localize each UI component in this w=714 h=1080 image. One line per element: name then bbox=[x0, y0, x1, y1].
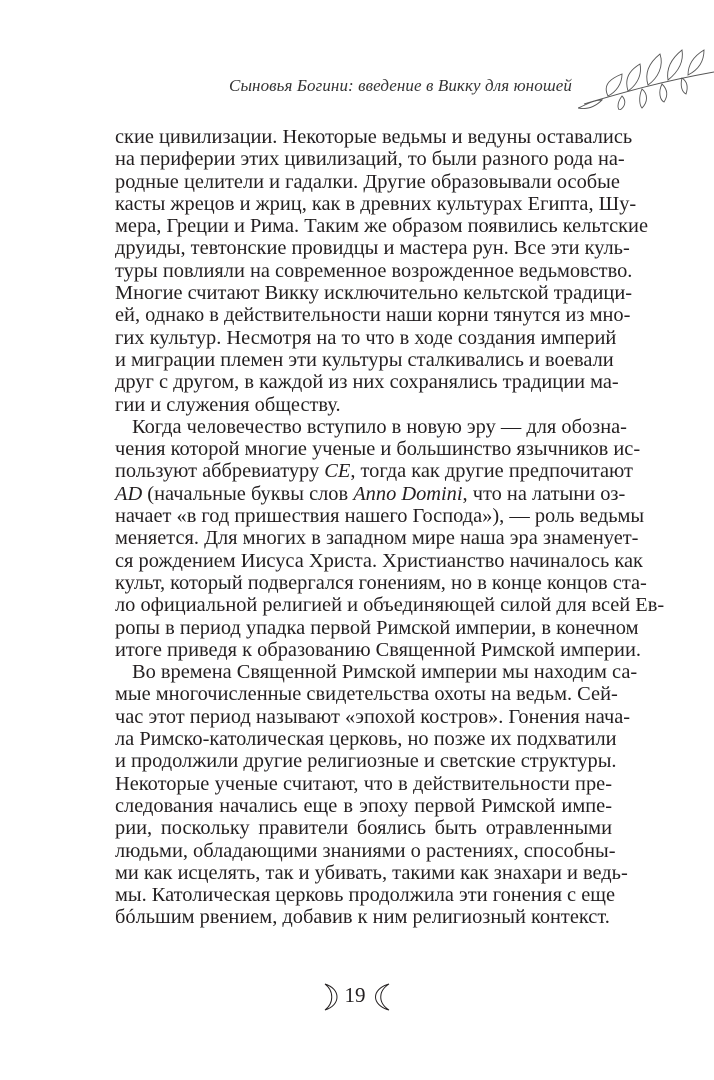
text-segment: , тогда как другие предпочитают bbox=[350, 460, 633, 483]
text-line: ла Римско-католическая церковь, но позже их подхватили bbox=[115, 728, 617, 751]
text-line: людьми, обладающими знаниями о растениях, способны- bbox=[115, 839, 616, 862]
running-head: Сыновья Богини: введение в Викку для юношей bbox=[229, 76, 572, 95]
body-text bbox=[115, 126, 665, 929]
italic-term: CE bbox=[324, 460, 351, 483]
text-line: туры повлияли на современное возрожденное ведьмовство. bbox=[115, 259, 633, 282]
page-number: 19 bbox=[344, 983, 366, 1007]
text-line: бóльшим рвением, добавив к ним религиозный контекст. bbox=[115, 906, 610, 929]
text-segment: , что на латыни оз- bbox=[462, 482, 626, 505]
text-line: ропы в период упадка первой Римской империи, в конечном bbox=[115, 616, 639, 639]
text-line: начает «в год пришествия нашего Господа»), — роль ведьмы bbox=[115, 505, 645, 528]
italic-term: AD bbox=[115, 482, 143, 505]
text-line: мы. Католическая церковь продолжила эти гонения с еще bbox=[115, 884, 615, 907]
text-line: Некоторые ученые считают, что в действительности пре- bbox=[115, 772, 612, 795]
text-line: ло официальной религией и объединяющей силой для всей Ев- bbox=[115, 594, 665, 617]
text-line: ей, однако в действительности наши корни тянутся из мно- bbox=[115, 304, 631, 327]
italic-term: Anno Domini bbox=[353, 482, 463, 505]
text-line: итоге приведя к образованию Священной Римской империи. bbox=[115, 638, 641, 661]
text-line: и продолжили другие религиозные и светские структуры. bbox=[115, 750, 617, 773]
waxing-crescent-icon bbox=[371, 983, 391, 1011]
text-line: гих культур. Несмотря на то что в ходе создания империй bbox=[115, 326, 617, 349]
text-line bbox=[115, 482, 626, 505]
text-line: меняется. Для многих в западном мире наша эра знаменует- bbox=[115, 527, 639, 550]
text-line: друг с другом, в каждой из них сохранялись традиции ма- bbox=[115, 371, 619, 394]
text-line: ся рождением Иисуса Христа. Христианство начиналось как bbox=[115, 549, 643, 572]
text-line: друиды, тевтонские провидцы и мастера рун. Все эти куль- bbox=[115, 237, 630, 260]
waning-crescent-icon bbox=[323, 983, 339, 1011]
text-line: родные целители и гадалки. Другие образовывали особые bbox=[115, 170, 620, 193]
text-line: Многие считают Викку исключительно кельтской традици- bbox=[115, 282, 633, 305]
text-line: Когда человечество вступило в новую эру — для обозна- bbox=[132, 415, 627, 438]
text-segment: пользуют аббревиатуру bbox=[115, 460, 325, 483]
text-line: рии, поскольку правители боялись быть отравленными bbox=[115, 817, 612, 840]
text-line: чения которой многие ученые и большинство язычников ис- bbox=[115, 438, 641, 461]
text-line: гии и служения обществу. bbox=[115, 393, 341, 416]
text-segment: (начальные буквы слов bbox=[142, 482, 354, 505]
text-line: и миграции племен эти культуры сталкивались и воевали bbox=[115, 348, 614, 371]
leaf-branch-icon bbox=[578, 44, 714, 110]
text-line: следования начались еще в эпоху первой Римской импе- bbox=[115, 794, 612, 817]
text-line: Во времена Священной Римской империи мы находим са- bbox=[132, 661, 638, 684]
text-line bbox=[115, 460, 633, 483]
text-line: час этот период называют «эпохой костров». Гонения нача- bbox=[115, 705, 631, 728]
text-line: касты жрецов и жриц, как в древних культурах Египта, Шу- bbox=[115, 192, 637, 215]
text-line: мые многочисленные свидетельства охоты на ведьм. Сей- bbox=[115, 683, 618, 706]
text-line: на периферии этих цивилизаций, то были разного рода на- bbox=[115, 148, 625, 171]
text-line: мера, Греции и Рима. Таким же образом появились кельтские bbox=[115, 215, 648, 238]
page-footer bbox=[0, 983, 714, 1011]
text-line: ми как исцелять, так и убивать, такими как знахари и ведь- bbox=[115, 861, 628, 884]
text-line: ские цивилизации. Некоторые ведьмы и ведуны оставались bbox=[115, 126, 633, 148]
text-line: культ, который подвергался гонениям, но в конце концов ста- bbox=[115, 571, 647, 594]
